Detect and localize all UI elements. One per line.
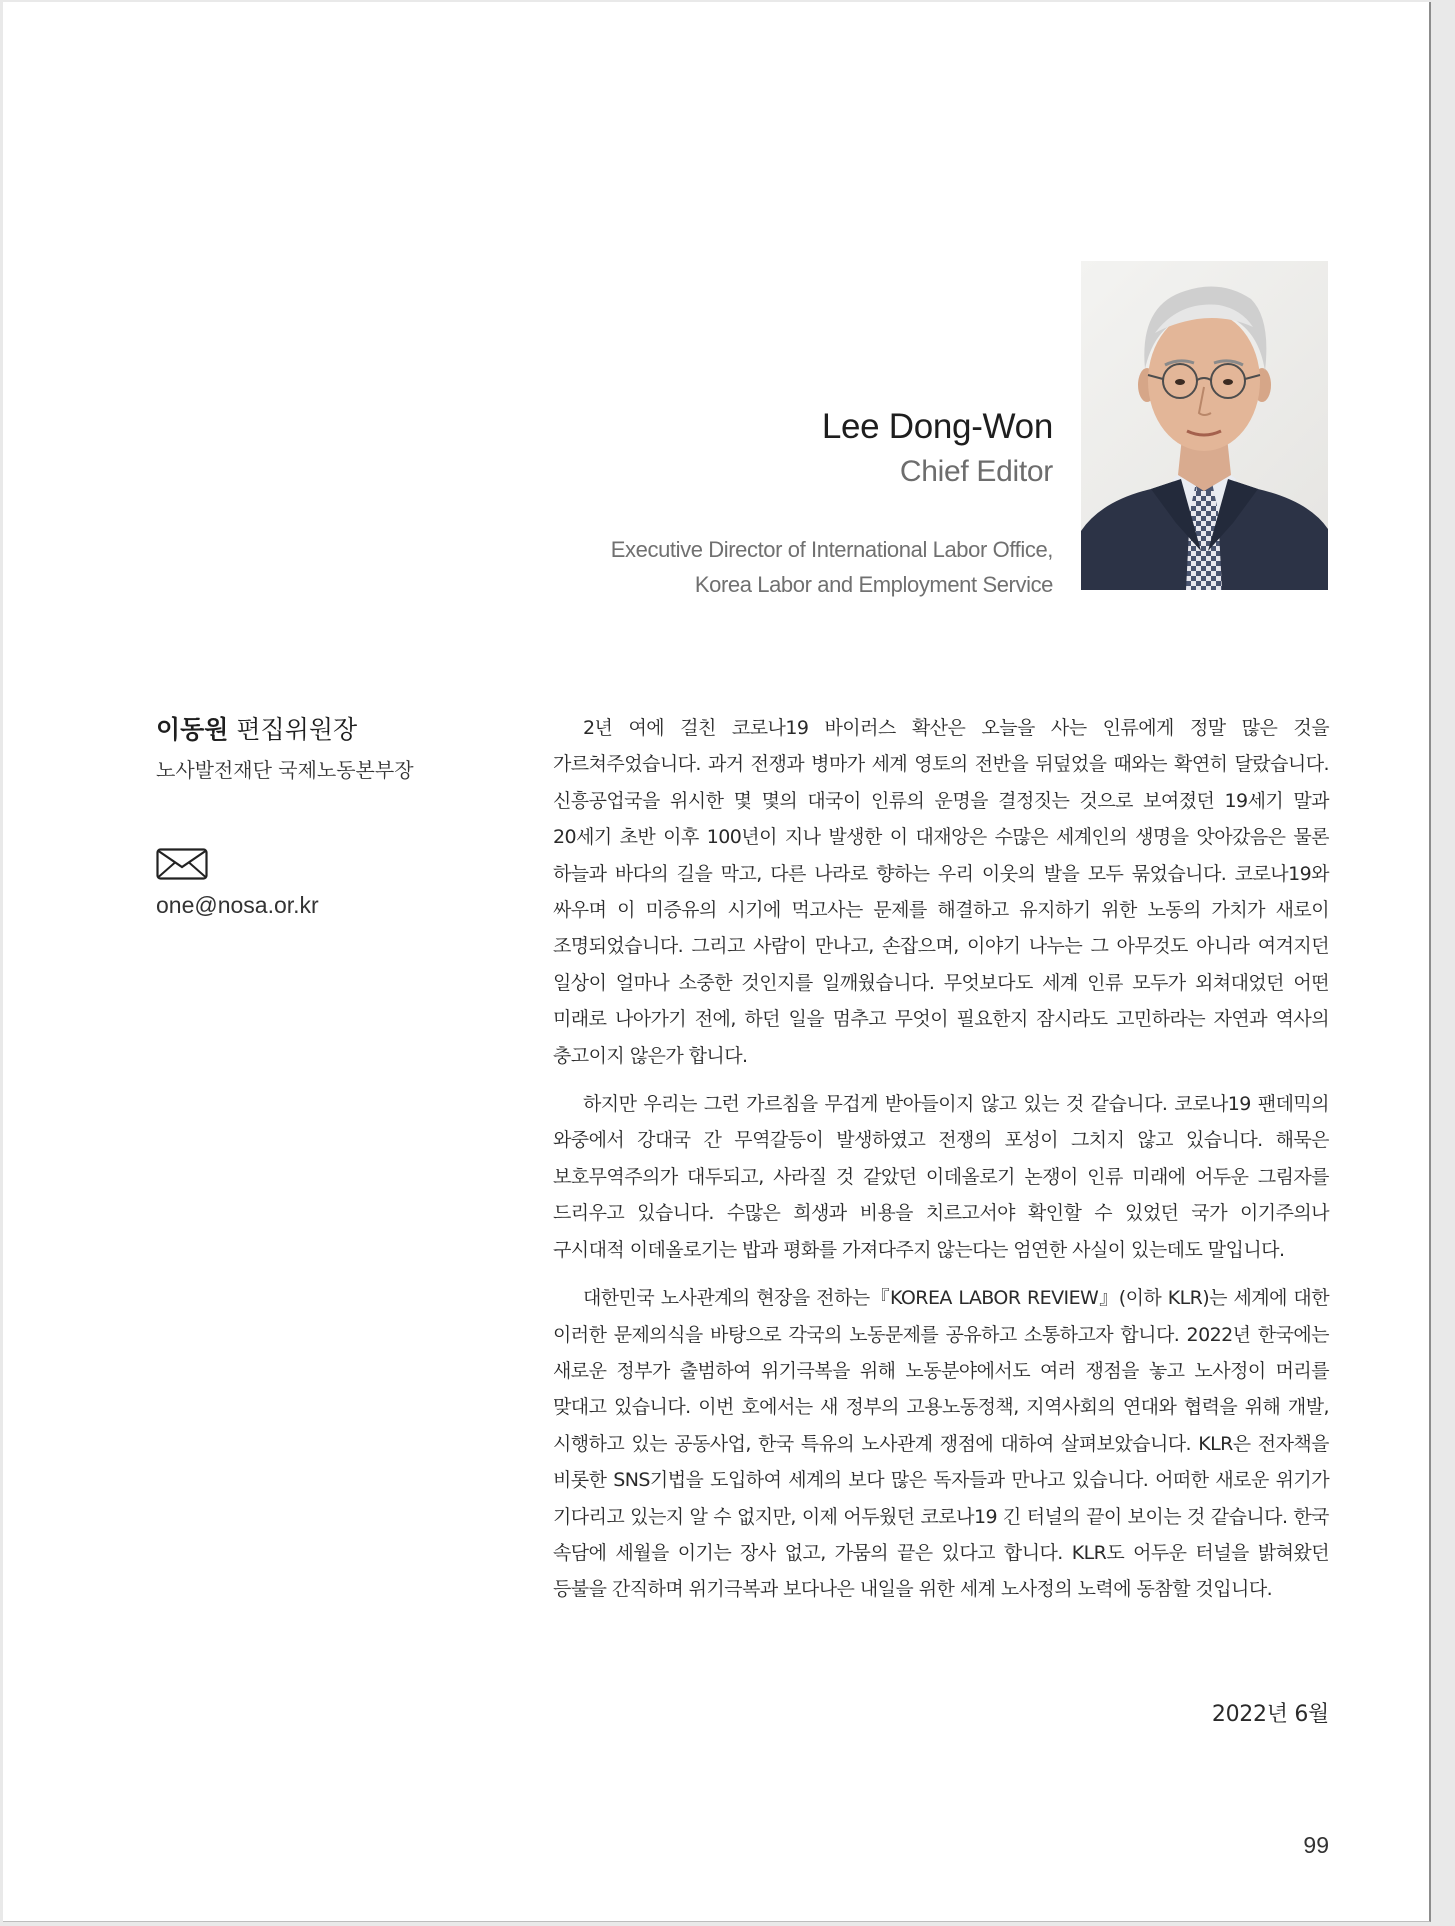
paragraph-1: 2년 여에 걸친 코로나19 바이러스 확산은 오늘을 사는 인류에게 정말 많은 것을 가르쳐주었습니다. 과거 전쟁과 병마가 세계 영토의 전반을 뒤덮었을 때와는 확연히 달랐습니다. 신흥공업국을 위시한 몇 몇의 대국이 인류의 운명을 결정짓는 것으로 보여졌던 19세기 말과 20세기 초반 이후 100년이 지나 발생한 이 대재앙은 수많은 세계인의 생명을 앗아갔음은 물론 하늘과 바다의 길을 막고, 다른 나라로 향하는 우리 이웃의 발을 모두 묶었습니다. 코로나19와 싸우며 이 미증유의 시기에 먹고사는 문제를 해결하고 유지하기 위한 노동의 가치가 새로이 조명되었습니다. 그리고 사람이 만나고, 손잡으며, 이야기 나누는 그 아무것도 아니라 여겨지던 일상이 얼마나 소중한 것인지를 일깨웠습니다. 무엇보다도 세계 인류 모두가 외쳐대었던 어떤 미래로 나아가기 전에, 하던 일을 멈추고 무엇이 필요한지 잠시라도 고민하라는 자연과 역사의 충고이지 않은가 합니다. [553, 717, 1329, 1067]
name-english: Lee Dong-Won [821, 407, 1053, 446]
publication-date: 2022년 6월 [1211, 1702, 1329, 1727]
affiliation-english [611, 532, 1053, 602]
title-korean: 편집위원장 [236, 715, 358, 744]
affiliation-english-line1: Executive Director of International Labor Office, [610, 537, 1053, 562]
envelope-icon [156, 848, 208, 880]
name-korean: 이동원 [156, 715, 229, 744]
page-number: 99 [1303, 1832, 1329, 1858]
article-body [553, 710, 1329, 1620]
header-block [611, 404, 1053, 602]
name-korean-line [156, 710, 516, 750]
portrait-illustration [1081, 261, 1328, 590]
title-english: Chief Editor [899, 455, 1053, 488]
document-page [3, 2, 1431, 1922]
paragraph-2: 하지만 우리는 그런 가르침을 무겁게 받아들이지 않고 있는 것 같습니다. 코로나19 팬데믹의 와중에서 강대국 간 무역갈등이 발생하였고 전쟁의 포성이 그치지 않고 있습니다. 해묵은 보호무역주의가 대두되고, 사라질 것 같았던 이데올로기 논쟁이 인류 미래에 어두운 그림자를 드리우고 있습니다. 수많은 희생과 비용을 치르고서야 확인할 수 있었던 국가 이기주의나 구시대적 이데올로기는 밥과 평화를 가져다주지 않는다는 엄연한 사실이 있는데도 말입니다. [553, 1093, 1329, 1261]
author-sidebar [156, 710, 516, 922]
affiliation-korean: 노사발전재단 국제노동본부장 [156, 758, 414, 782]
paragraph-3: 대한민국 노사관계의 현장을 전하는『KOREA LABOR REVIEW』(이하 KLR)는 세계에 대한 이러한 문제의식을 바탕으로 각국의 노동문제를 공유하고 소통하고자 합니다. 2022년 한국에는 새로운 정부가 출범하여 위기극복을 위해 노동분야에서도 여러 쟁점을 놓고 노사정이 머리를 맞대고 있습니다. 이번 호에서는 새 정부의 고용노동정책, 지역사회의 연대와 협력을 위해 개발, 시행하고 있는 공동사업, 한국 특유의 노사관계 쟁점에 대하여 살펴보았습니다. KLR은 전자책을 비롯한 SNS기법을 도입하여 세계의 보다 많은 독자들과 만나고 있습니다. 어떠한 새로운 위기가 기다리고 있는지 알 수 없지만, 이제 어두웠던 코로나19 긴 터널의 끝이 보이는 것 같습니다. 한국 속담에 세월을 이기는 장사 없고, 가뭄의 끝은 있다고 합니다. KLR도 어두운 터널을 밝혀왔던 등불을 간직하며 위기극복과 보다나은 내일을 위한 세계 노사정의 노력에 동참할 것입니다. [553, 1287, 1329, 1601]
affiliation-english-line2: Korea Labor and Employment Service [694, 572, 1053, 597]
portrait-photo [1081, 261, 1328, 590]
email-address[interactable]: one@nosa.or.kr [156, 892, 319, 918]
